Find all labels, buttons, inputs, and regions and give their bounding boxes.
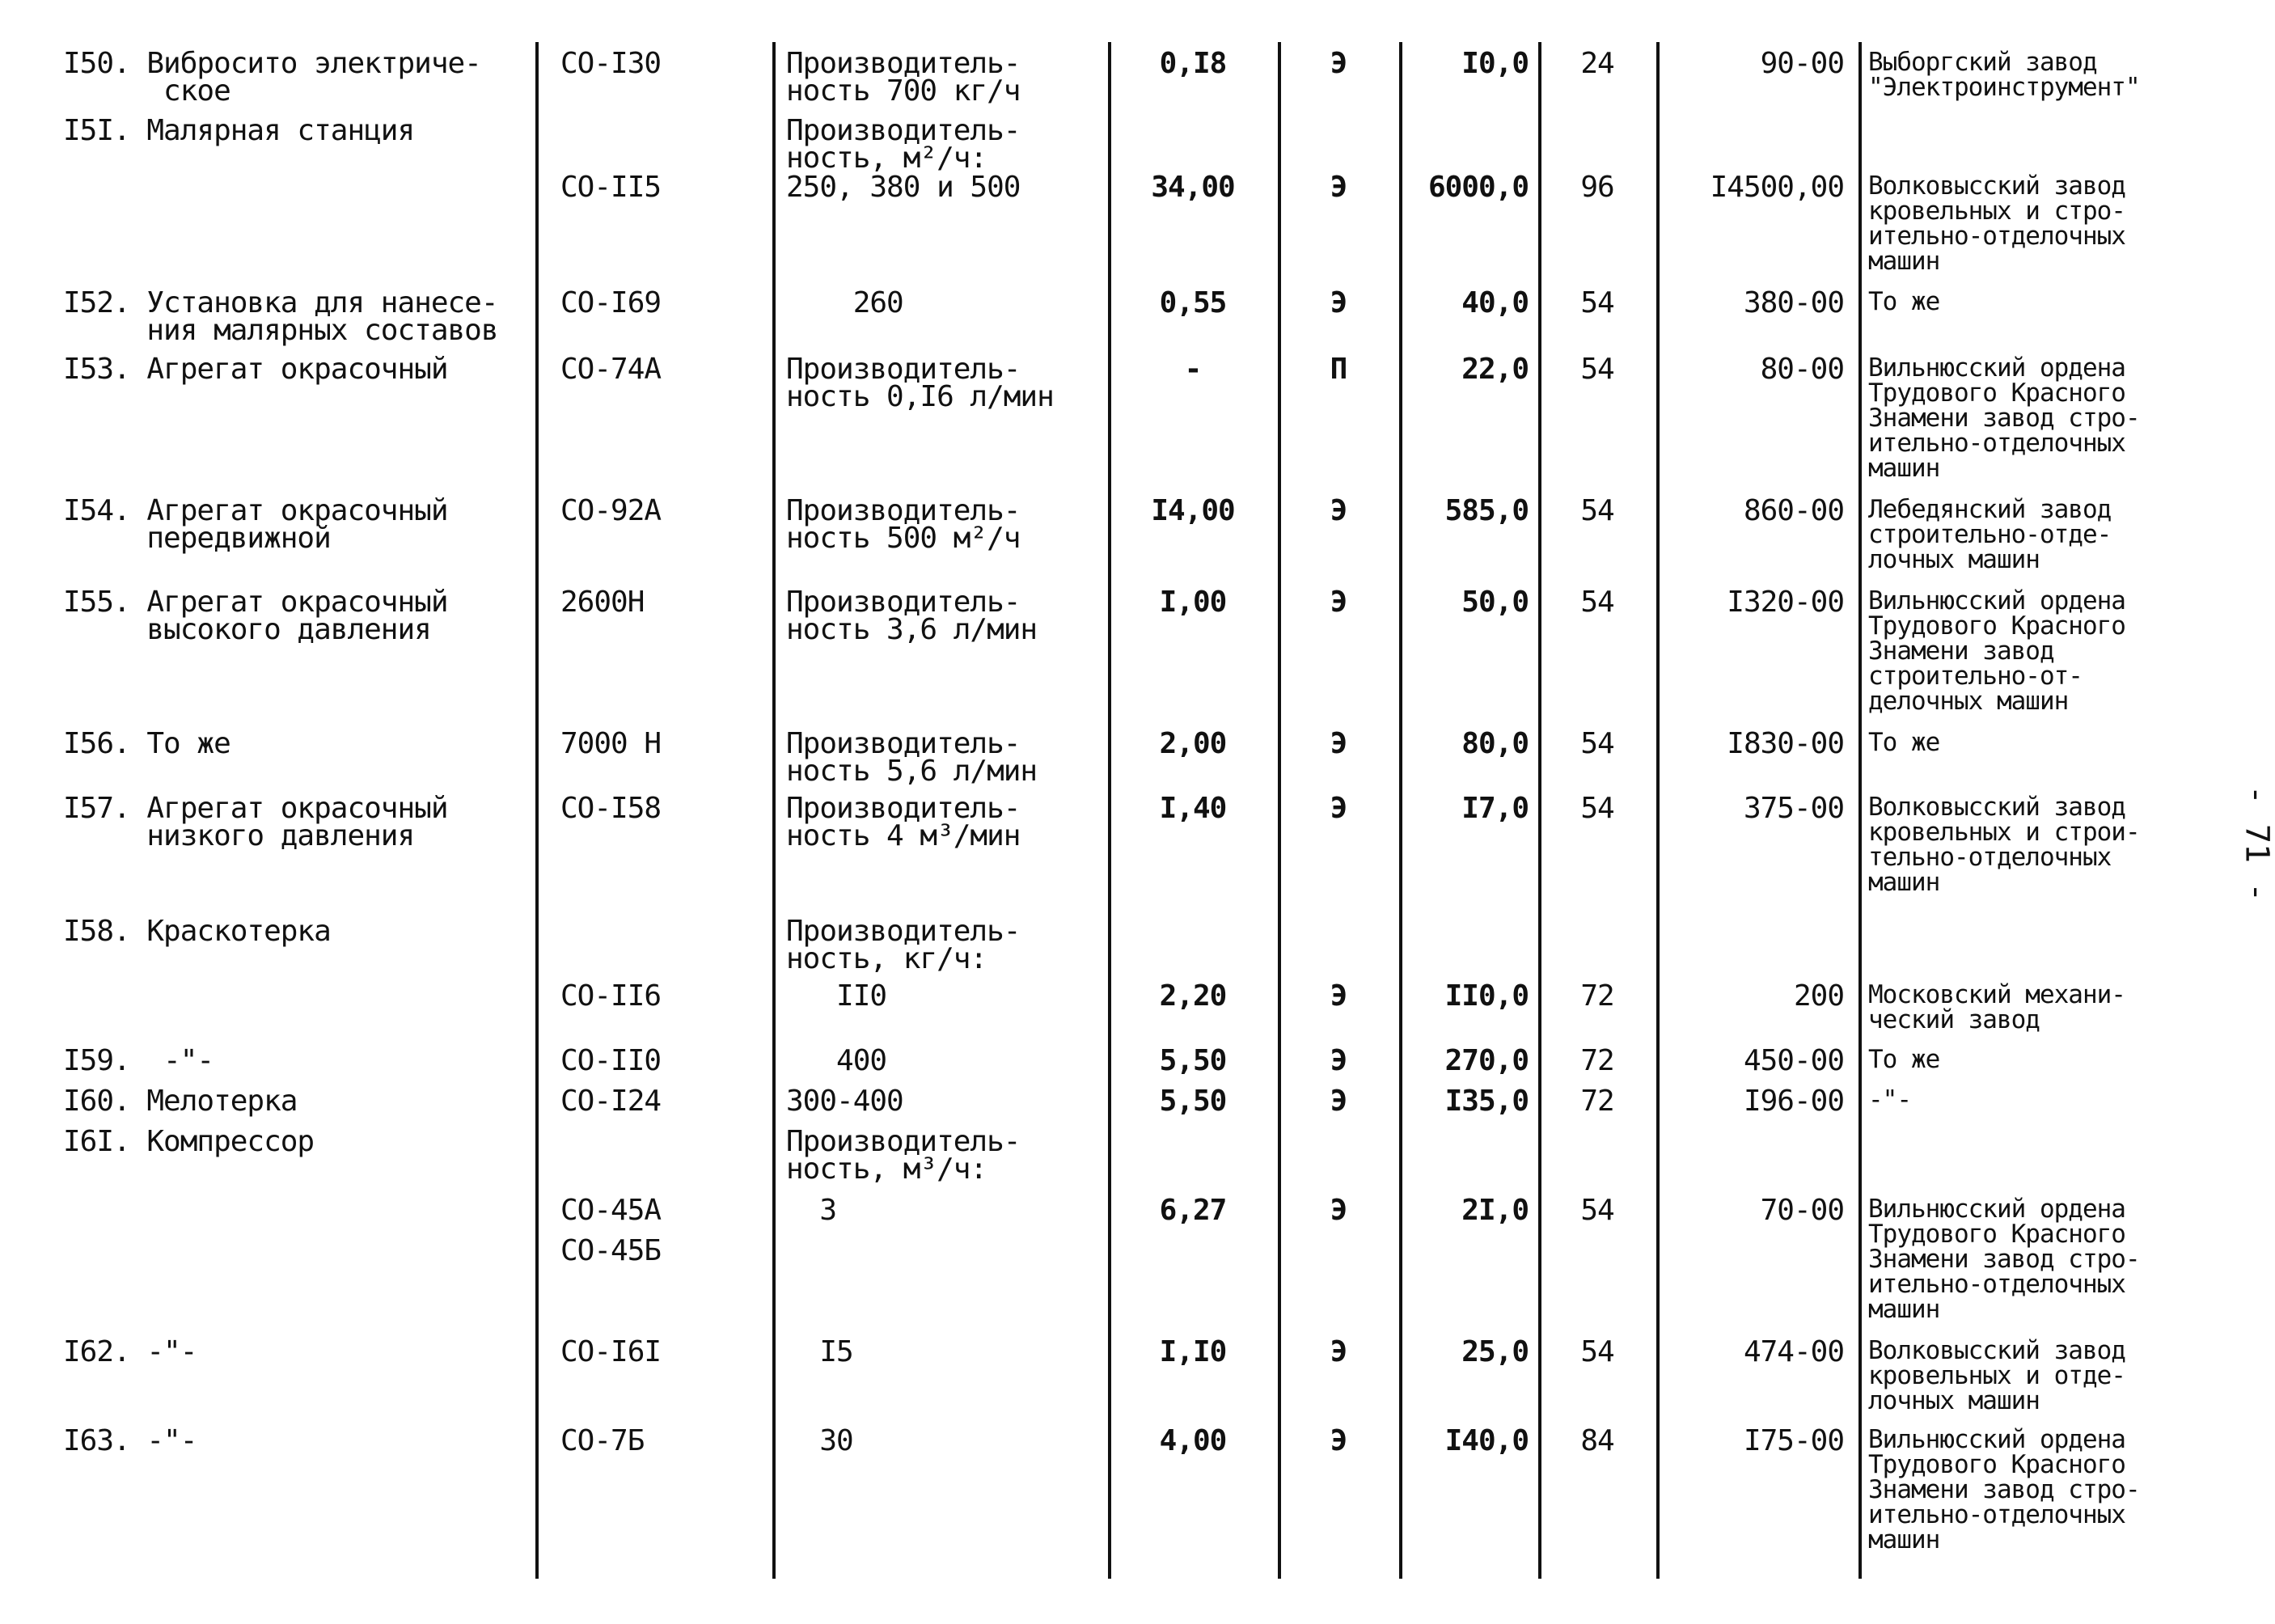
cell-price: 70-00 bbox=[1760, 1194, 1844, 1227]
cell-power: 2,00 bbox=[1159, 727, 1227, 760]
cell-power: 5,50 bbox=[1159, 1044, 1227, 1077]
page-number: - 71 - bbox=[2238, 785, 2275, 903]
cell-drive: П bbox=[1330, 353, 1347, 386]
column-divider bbox=[1858, 42, 1862, 1579]
cell-model: СО-II6 bbox=[560, 979, 662, 1013]
cell-spec: Производитель- ность, м²/ч: bbox=[786, 114, 1021, 175]
cell-spec: 3 bbox=[786, 1194, 837, 1227]
cell-spec: Производитель- ность, м³/ч: bbox=[786, 1125, 1021, 1186]
cell-drive: Э bbox=[1330, 1335, 1347, 1368]
cell-name: I57. Агрегат окрасочный низкого давления bbox=[63, 792, 448, 852]
cell-drive: Э bbox=[1330, 586, 1347, 619]
cell-spec: I5 bbox=[786, 1335, 853, 1368]
cell-power: 6,27 bbox=[1159, 1194, 1227, 1227]
column-divider bbox=[1399, 42, 1402, 1579]
cell-drive: Э bbox=[1330, 1044, 1347, 1077]
cell-drive: Э bbox=[1330, 494, 1347, 527]
cell-mass: 25,0 bbox=[1461, 1335, 1529, 1368]
cell-name: I59. -"- bbox=[63, 1044, 214, 1077]
cell-spec: Производитель- ность 0,I6 л/мин bbox=[786, 353, 1054, 413]
cell-name: I60. Мелотерка bbox=[63, 1085, 298, 1118]
cell-maker: Волковысский завод кровельных и стро- ительно-отделочных машин bbox=[1868, 171, 2125, 276]
cell-price: I320-00 bbox=[1727, 586, 1844, 619]
cell-mass: II0,0 bbox=[1444, 979, 1529, 1013]
cell-price: 450-00 bbox=[1743, 1044, 1844, 1077]
cell-model: СО-II5 bbox=[560, 171, 662, 204]
cell-price: 90-00 bbox=[1760, 47, 1844, 80]
cell-power: I,40 bbox=[1159, 792, 1227, 825]
cell-price: 380-00 bbox=[1743, 286, 1844, 319]
cell-name: I56. То же bbox=[63, 727, 230, 760]
cell-drive: Э bbox=[1330, 1424, 1347, 1457]
cell-model: СО-92А bbox=[560, 494, 662, 527]
cell-mass: 2I,0 bbox=[1461, 1194, 1529, 1227]
cell-price: 474-00 bbox=[1743, 1335, 1844, 1368]
cell-power: 0,55 bbox=[1159, 286, 1227, 319]
cell-months: 72 bbox=[1580, 1085, 1614, 1118]
cell-months: 54 bbox=[1580, 353, 1614, 386]
cell-model: СО-I69 bbox=[560, 286, 662, 319]
cell-months: 54 bbox=[1580, 586, 1614, 619]
cell-months: 72 bbox=[1580, 1044, 1614, 1077]
cell-mass: 22,0 bbox=[1461, 353, 1529, 386]
cell-power: 5,50 bbox=[1159, 1085, 1227, 1118]
cell-power: I,I0 bbox=[1159, 1335, 1227, 1368]
cell-model: СО-I58 bbox=[560, 792, 662, 825]
cell-maker: Волковысский завод кровельных и строи- тельно-отделочных машин bbox=[1868, 793, 2140, 897]
cell-spec: II0 bbox=[786, 979, 887, 1013]
cell-mass: 40,0 bbox=[1461, 286, 1529, 319]
cell-maker: -"- bbox=[1868, 1085, 1911, 1114]
cell-price: I830-00 bbox=[1727, 727, 1844, 760]
cell-mass: 585,0 bbox=[1444, 494, 1529, 527]
cell-maker: Вильнюсский ордена Трудового Красного Знамени завод строительно-от- делочных машин bbox=[1868, 586, 2125, 716]
cell-name: I52. Установка для нанесе- ния малярных составов bbox=[63, 286, 498, 347]
cell-spec: Производитель- ность 500 м²/ч bbox=[786, 494, 1021, 555]
cell-months: 54 bbox=[1580, 727, 1614, 760]
cell-price: 375-00 bbox=[1743, 792, 1844, 825]
cell-spec: 30 bbox=[786, 1424, 853, 1457]
cell-months: 54 bbox=[1580, 1335, 1614, 1368]
cell-maker: Вильнюсский ордена Трудового Красного Знамени завод стро- ительно-отделочных машин bbox=[1868, 353, 2140, 483]
cell-price: I96-00 bbox=[1743, 1085, 1844, 1118]
cell-model: СО-7Б bbox=[560, 1424, 645, 1457]
cell-name: I58. Краскотерка bbox=[63, 915, 331, 948]
cell-power: - bbox=[1184, 353, 1202, 386]
cell-name: I55. Агрегат окрасочный высокого давления bbox=[63, 586, 448, 646]
cell-mass: 50,0 bbox=[1461, 586, 1529, 619]
cell-name: I6I. Компрессор bbox=[63, 1125, 315, 1158]
cell-months: 54 bbox=[1580, 792, 1614, 825]
cell-model: 2600Н bbox=[560, 586, 645, 619]
cell-months: 24 bbox=[1580, 47, 1614, 80]
cell-maker: Лебедянский завод строительно-отде- лочных машин bbox=[1868, 495, 2112, 574]
cell-months: 54 bbox=[1580, 494, 1614, 527]
cell-spec: 400 bbox=[786, 1044, 887, 1077]
cell-model: СО-I30 bbox=[560, 47, 662, 80]
cell-model: СО-74А bbox=[560, 353, 662, 386]
cell-model: СО-45Б bbox=[560, 1234, 662, 1267]
cell-months: 54 bbox=[1580, 1194, 1614, 1227]
cell-drive: Э bbox=[1330, 47, 1347, 80]
cell-mass: 6000,0 bbox=[1427, 171, 1529, 204]
cell-spec: Производитель- ность 3,6 л/мин bbox=[786, 586, 1038, 646]
cell-power: 0,I8 bbox=[1159, 47, 1227, 80]
cell-drive: Э bbox=[1330, 979, 1347, 1013]
cell-mass: I7,0 bbox=[1461, 792, 1529, 825]
cell-power: I4,00 bbox=[1151, 494, 1235, 527]
cell-mass: I40,0 bbox=[1444, 1424, 1529, 1457]
cell-maker: Выборгский завод "Электроинструмент" bbox=[1868, 48, 2140, 102]
cell-power: 4,00 bbox=[1159, 1424, 1227, 1457]
cell-spec: 250, 380 и 500 bbox=[786, 171, 1021, 204]
cell-spec: Производитель- ность 4 м³/мин bbox=[786, 792, 1021, 852]
cell-mass: 270,0 bbox=[1444, 1044, 1529, 1077]
cell-model: СО-45А bbox=[560, 1194, 662, 1227]
cell-model: СО-I6I bbox=[560, 1335, 662, 1368]
column-divider bbox=[535, 42, 539, 1579]
cell-spec: 300-400 bbox=[786, 1085, 903, 1118]
cell-price: 80-00 bbox=[1760, 353, 1844, 386]
cell-drive: Э bbox=[1330, 727, 1347, 760]
cell-maker: Вильнюсский ордена Трудового Красного Знамени завод стро- ительно-отделочных машин bbox=[1868, 1425, 2140, 1554]
cell-months: 72 bbox=[1580, 979, 1614, 1013]
cell-name: I63. -"- bbox=[63, 1424, 197, 1457]
cell-maker: То же bbox=[1868, 1045, 1940, 1074]
cell-price: 200 bbox=[1793, 979, 1844, 1013]
cell-drive: Э bbox=[1330, 1085, 1347, 1118]
cell-drive: Э bbox=[1330, 1194, 1347, 1227]
cell-maker: Волковысский завод кровельных и отде- лочных машин bbox=[1868, 1336, 2125, 1415]
cell-maker: Московский механи- ческий завод bbox=[1868, 980, 2125, 1034]
cell-name: I53. Агрегат окрасочный bbox=[63, 353, 448, 386]
column-divider bbox=[1278, 42, 1281, 1579]
cell-mass: 80,0 bbox=[1461, 727, 1529, 760]
cell-maker: Вильнюсский ордена Трудового Красного Знамени завод стро- ительно-отделочных машин bbox=[1868, 1195, 2140, 1324]
cell-spec: Производитель- ность, кг/ч: bbox=[786, 915, 1021, 975]
cell-drive: Э bbox=[1330, 286, 1347, 319]
cell-model: 7000 Н bbox=[560, 727, 662, 760]
cell-spec: Производитель- ность 5,6 л/мин bbox=[786, 727, 1038, 788]
cell-name: I5I. Малярная станция bbox=[63, 114, 415, 147]
cell-mass: I0,0 bbox=[1461, 47, 1529, 80]
cell-drive: Э bbox=[1330, 171, 1347, 204]
cell-months: 54 bbox=[1580, 286, 1614, 319]
cell-drive: Э bbox=[1330, 792, 1347, 825]
column-divider bbox=[1538, 42, 1541, 1579]
cell-price: I4500,00 bbox=[1710, 171, 1844, 204]
cell-spec: Производитель- ность 700 кг/ч bbox=[786, 47, 1021, 108]
cell-model: СО-I24 bbox=[560, 1085, 662, 1118]
cell-name: I62. -"- bbox=[63, 1335, 197, 1368]
cell-months: 96 bbox=[1580, 171, 1614, 204]
cell-price: 860-00 bbox=[1743, 494, 1844, 527]
cell-power: 34,00 bbox=[1151, 171, 1235, 204]
cell-price: I75-00 bbox=[1743, 1424, 1844, 1457]
cell-maker: То же bbox=[1868, 728, 1940, 757]
column-divider bbox=[1108, 42, 1111, 1579]
cell-spec: 260 bbox=[786, 286, 903, 319]
column-divider bbox=[1656, 42, 1660, 1579]
cell-power: I,00 bbox=[1159, 586, 1227, 619]
cell-name: I50. Вибросито электриче- ское bbox=[63, 47, 481, 108]
cell-model: СО-II0 bbox=[560, 1044, 662, 1077]
cell-name: I54. Агрегат окрасочный передвижной bbox=[63, 494, 448, 555]
column-divider bbox=[772, 42, 776, 1579]
cell-power: 2,20 bbox=[1159, 979, 1227, 1013]
cell-mass: I35,0 bbox=[1444, 1085, 1529, 1118]
cell-months: 84 bbox=[1580, 1424, 1614, 1457]
cell-maker: То же bbox=[1868, 287, 1940, 316]
